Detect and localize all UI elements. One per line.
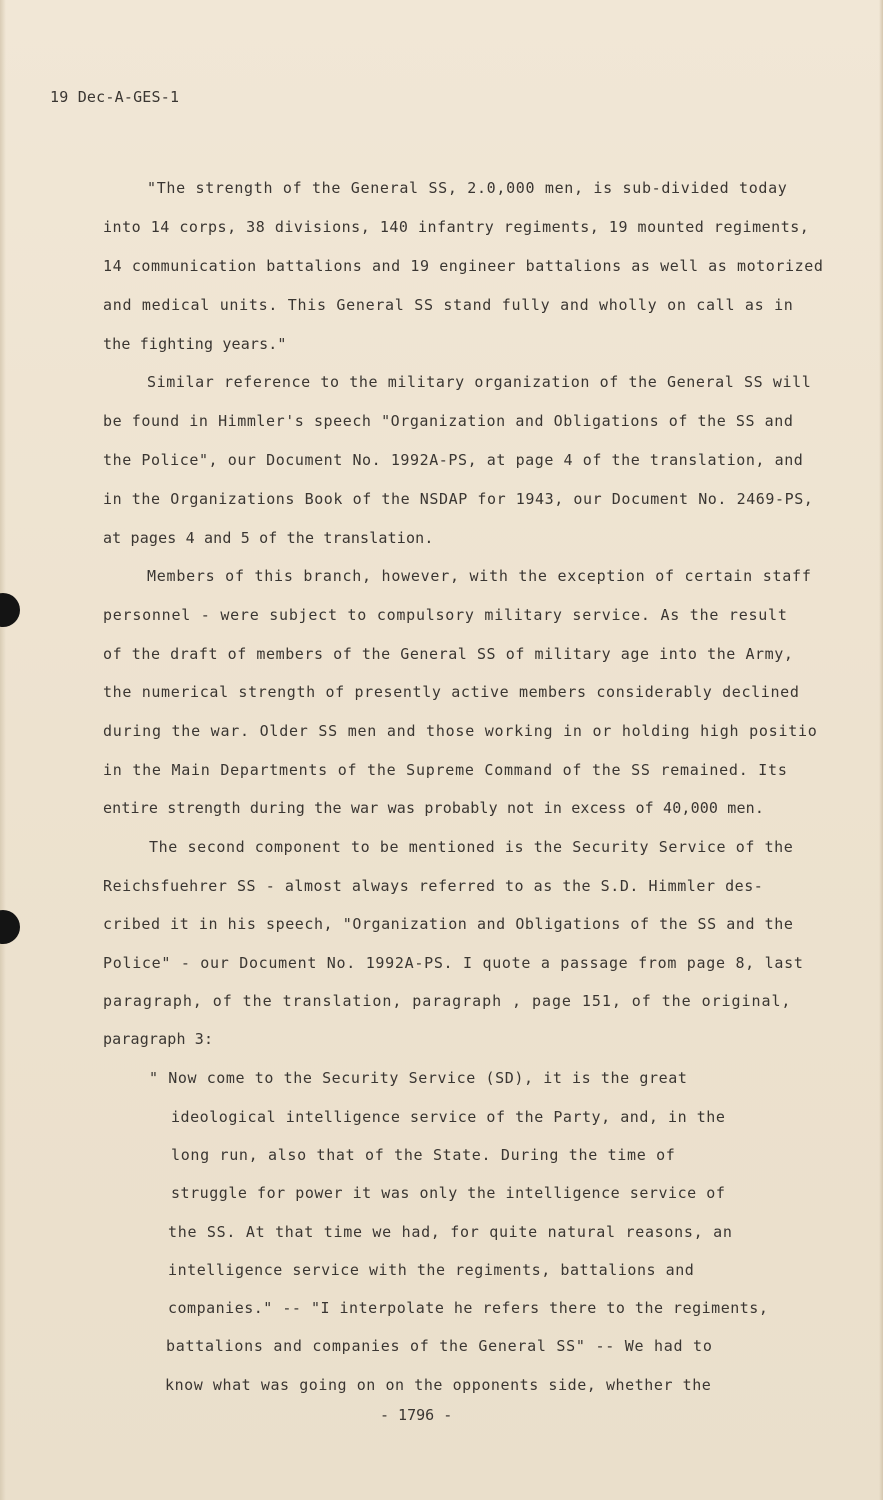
paper-right-edge <box>879 0 883 1500</box>
paragraph-3-line: of the draft of members of the General SS of military age into the Army, <box>103 645 794 663</box>
paragraph-3-line: in the Main Departments of the Supreme Command of the SS remained. Its <box>103 761 788 779</box>
paragraph-3-line: Members of this branch, however, with the exception of certain staff <box>147 567 812 585</box>
quote-line: ideological intelligence service of the Party, and, in the <box>171 1108 726 1126</box>
punch-hole-upper <box>0 593 20 627</box>
paragraph-4-line: paragraph 3: <box>103 1030 214 1048</box>
paragraph-1-line: the fighting years." <box>103 335 287 353</box>
paragraph-3-line: entire strength during the war was probably not in excess of 40,000 men. <box>103 799 765 817</box>
paragraph-1-line: "The strength of the General SS, 2.0,000 men, is sub-divided today <box>147 179 788 197</box>
quote-line: know what was going on on the opponents side, whether the <box>165 1376 712 1394</box>
paragraph-2-line: Similar reference to the military organization of the General SS will <box>147 373 812 391</box>
quote-line: struggle for power it was only the intelligence service of <box>171 1184 726 1202</box>
paragraph-2-line: at pages 4 and 5 of the translation. <box>103 529 434 547</box>
paragraph-3-line: during the war. Older SS men and those working in or holding high positio <box>103 722 818 740</box>
paragraph-4-line: Police" - our Document No. 1992A-PS. I quote a passage from page 8, last <box>103 954 804 972</box>
quote-line: battalions and companies of the General SS" -- We had to <box>166 1337 713 1355</box>
paragraph-1-line: 14 communication battalions and 19 engineer battalions as well as motorized <box>103 257 824 275</box>
paragraph-2-line: in the Organizations Book of the NSDAP for 1943, our Document No. 2469-PS, <box>103 490 814 508</box>
document-header-id: 19 Dec-A-GES-1 <box>50 88 180 106</box>
paragraph-3-line: personnel - were subject to compulsory military service. As the result <box>103 606 788 624</box>
paragraph-2-line: the Police", our Document No. 1992A-PS, at page 4 of the translation, and <box>103 451 804 469</box>
quote-line: the SS. At that time we had, for quite natural reasons, an <box>168 1223 733 1241</box>
paragraph-4-line: cribed it in his speech, "Organization and Obligations of the SS and the <box>103 915 794 933</box>
paragraph-4-line: The second component to be mentioned is the Security Service of the <box>149 838 794 856</box>
quote-line: long run, also that of the State. During the time of <box>171 1146 676 1164</box>
paragraph-1-line: into 14 corps, 38 divisions, 140 infantry regiments, 19 mounted regiments, <box>103 218 810 236</box>
page-number: - 1796 - <box>380 1406 453 1424</box>
paper-left-edge <box>0 0 6 1500</box>
quote-line: intelligence service with the regiments, battalions and <box>168 1261 695 1279</box>
paragraph-3-line: the numerical strength of presently active members considerably declined <box>103 683 800 701</box>
paragraph-1-line: and medical units. This General SS stand fully and wholly on call as in <box>103 296 794 314</box>
paragraph-4-line: paragraph, of the translation, paragraph , page 151, of the original, <box>103 992 792 1010</box>
paragraph-2-line: be found in Himmler's speech "Organization and Obligations of the SS and <box>103 412 794 430</box>
quote-line: " Now come to the Security Service (SD), it is the great <box>149 1069 688 1087</box>
paragraph-4-line: Reichsfuehrer SS - almost always referred to as the S.D. Himmler des- <box>103 877 764 895</box>
punch-hole-lower <box>0 910 20 944</box>
quote-line: companies." -- "I interpolate he refers there to the regiments, <box>168 1299 769 1317</box>
